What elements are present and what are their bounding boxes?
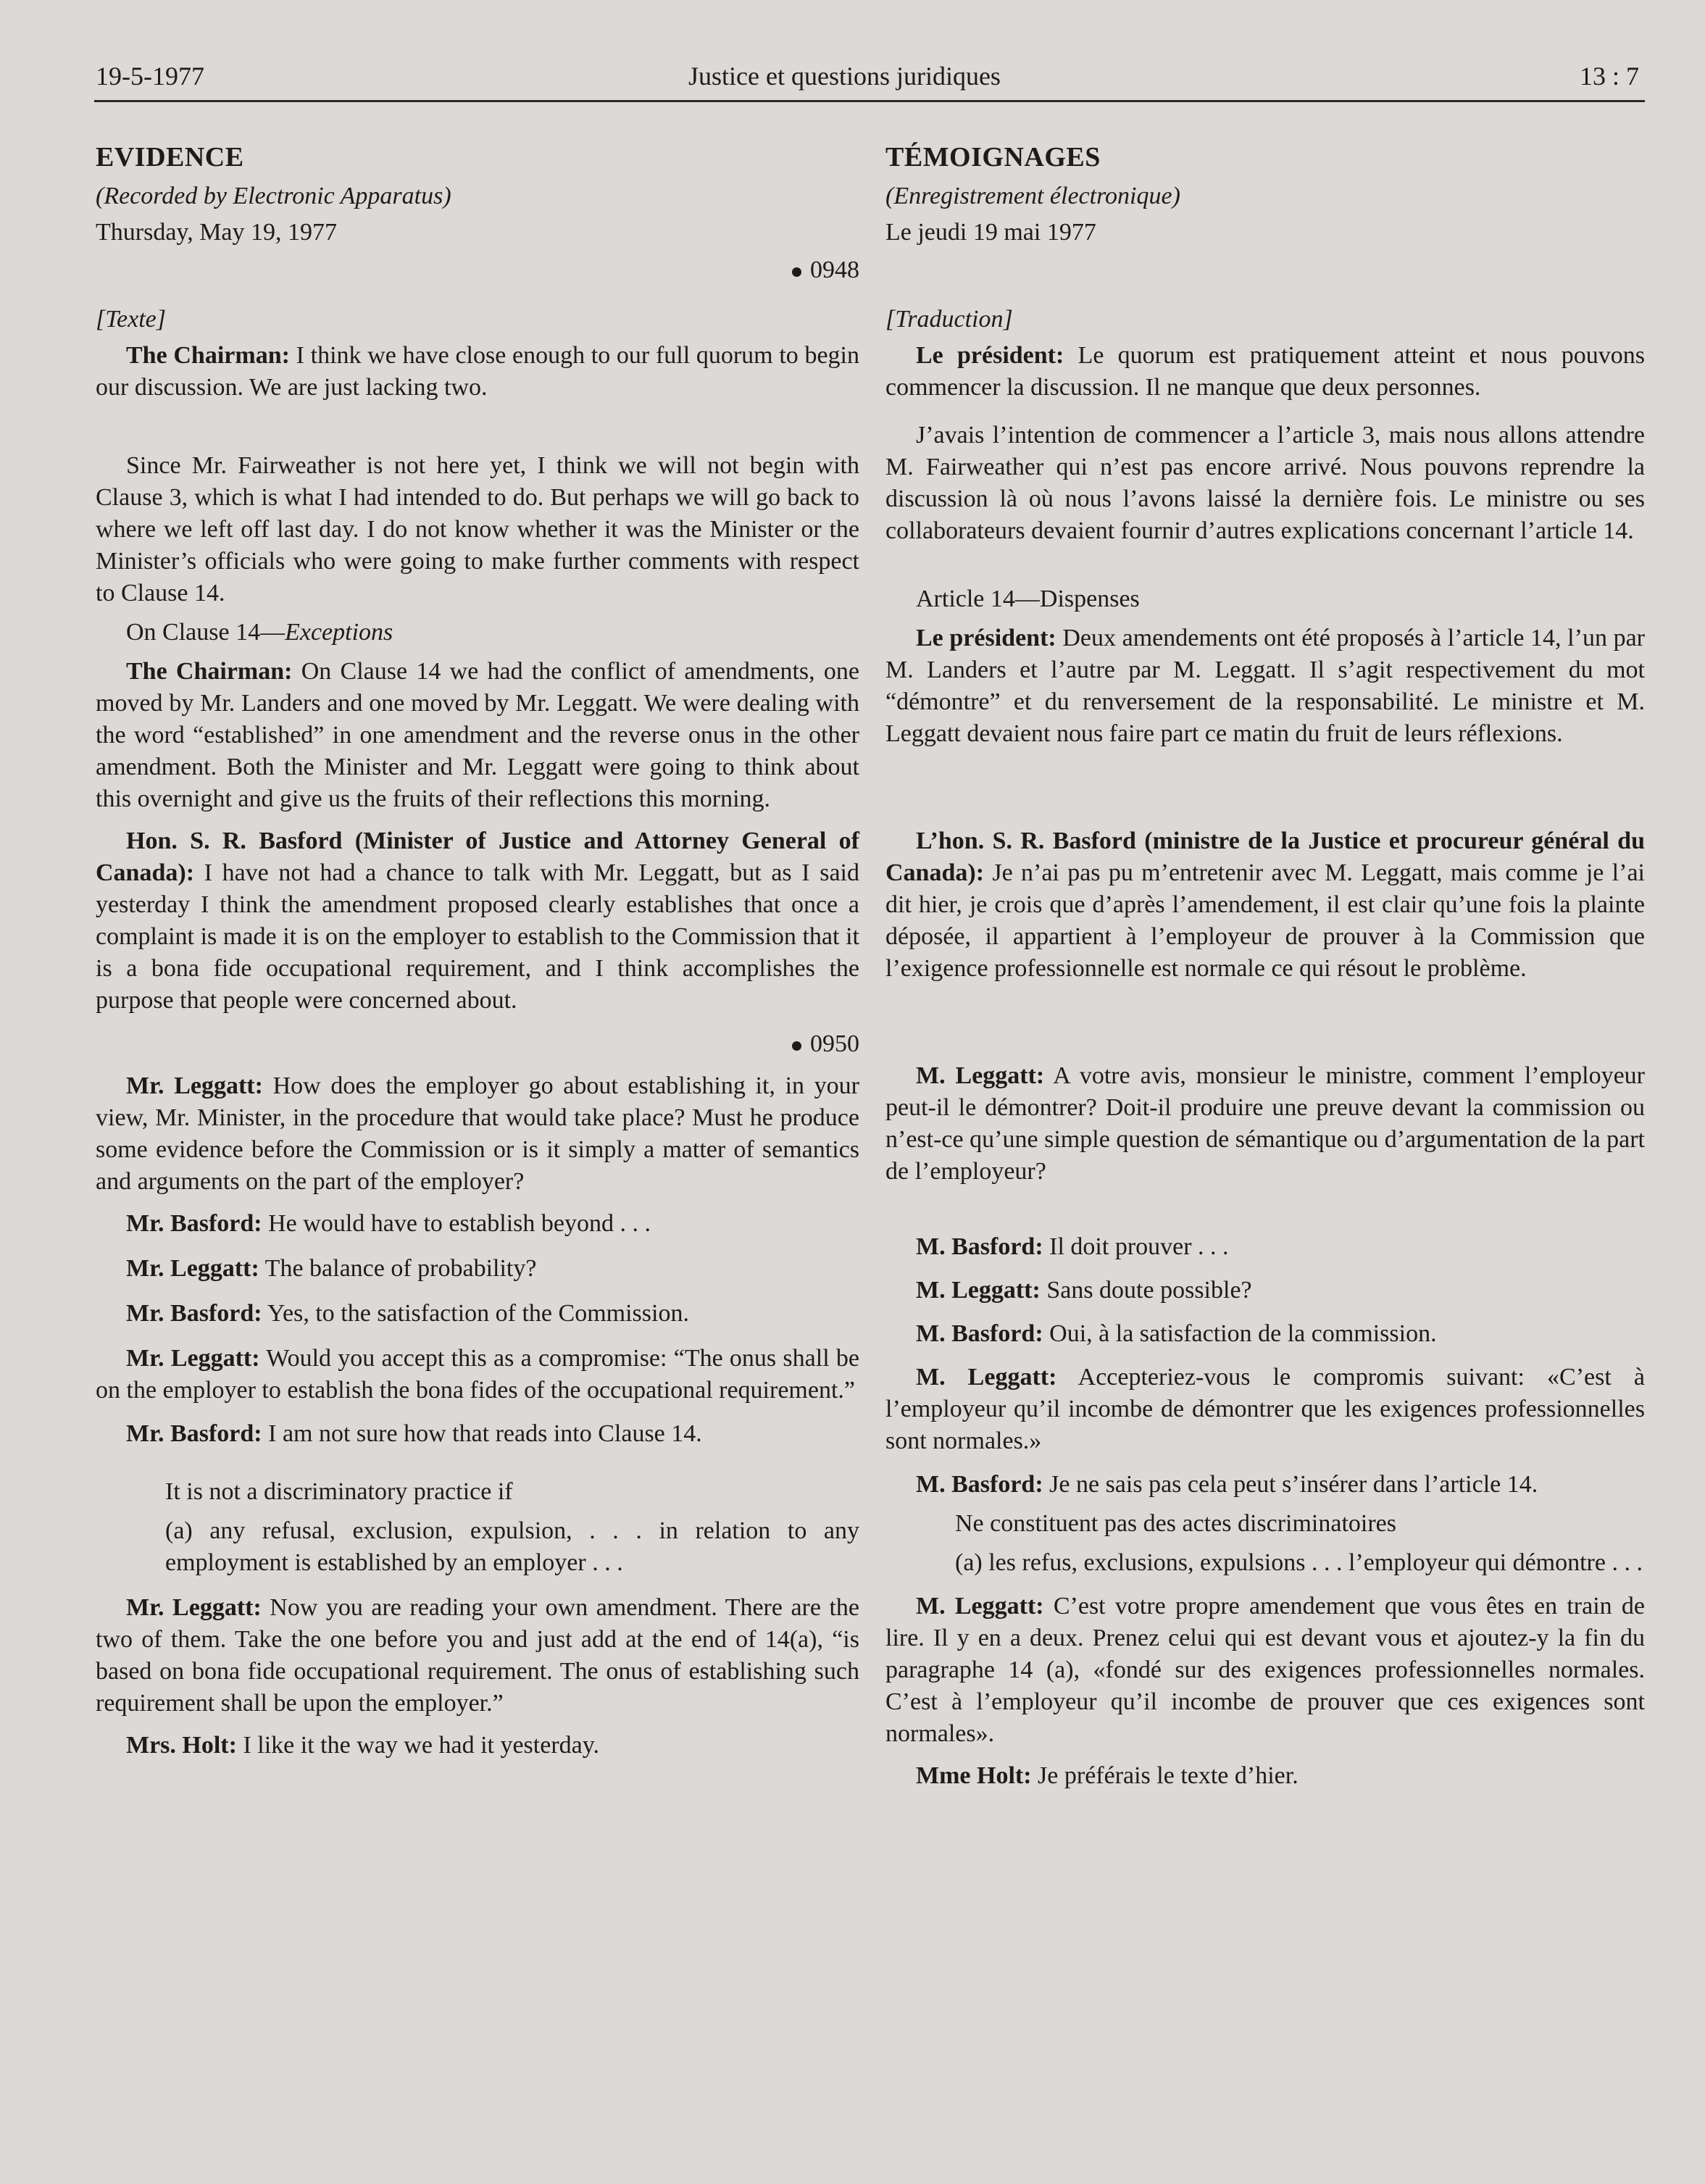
running-header (94, 57, 1645, 102)
paragraph: M. Leggatt: Sans doute possible? (916, 1277, 1252, 1304)
section-title: TÉMOIGNAGES (885, 142, 1101, 172)
header-date: 19-5-1977 (96, 62, 204, 91)
paragraph: Mr. Leggatt: Would you accept this as a compromise: “The onus shall be on the employer to establish the bona fides of the occupational requirement.” (96, 1345, 859, 1404)
paragraph: Mr. Leggatt: The balance of probability? (126, 1255, 537, 1282)
paragraph: M. Basford: Oui, à la satisfaction de la commission. (916, 1320, 1437, 1347)
header-title: Justice et questions juridiques (688, 62, 1001, 91)
paragraph: M. Leggatt: A votre avis, monsieur le ministre, comment l’employeur peut-il le démontrer? Doit-il produire une preuve devant la commission ou n’est-ce qu’une simple question de sémantique ou d’argumentation de la part de l’employeur? (885, 1062, 1646, 1185)
paragraph: L’hon. S. R. Basford (ministre de la Justice et procureur général du Canada): Je n’ai pas pu m’entretenir avec M. Leggatt, mais comme je l’ai dit hier, je crois que d’après l’amendement, il est clair qu’une fois la plainte déposée, il appartient à l’employeur de prouver à la Commission que l’exigence professionnelle est normale ce qui résout le problème. (885, 828, 1645, 982)
paragraph: J’avais l’intention de commencer a l’article 3, mais nous allons attendre M. Fairweather qui n’est pas encore arrivé. Nous pouvons reprendre la discussion là où nous l’avons laissé la dernière fois. Le ministre ou ses collaborateurs devaient fournir d’autres explications concernant l’article 14. (885, 422, 1645, 544)
paragraph: The Chairman: I think we have close enough to our full quorum to begin our discussion. We are just lacking two. (96, 342, 860, 401)
paragraph: M. Basford: Je ne sais pas cela peut s’insérer dans l’article 14. (916, 1471, 1538, 1498)
header-page-number: 13 : 7 (1579, 62, 1639, 91)
paragraph: Hon. S. R. Basford (Minister of Justice and Attorney General of Canada): I have not had a chance to talk with Mr. Leggatt, but as I said yesterday I think the amendment proposed clearly establishes that once a complaint is made it is on the employer to establish to the Commission that it is a bona fide occupational requirement, and I think accomplishes the purpose that people were concerned about. (96, 828, 859, 1014)
article-heading: Article 14—Dispenses (916, 585, 1140, 612)
paragraph: Mme Holt: Je préférais le texte d’hier. (916, 1762, 1298, 1789)
paragraph: Mr. Leggatt: How does the employer go about establishing it, in your view, Mr. Minister, in the procedure that would take place? Must he produce some evidence before the Commission or is it simply a matter of semantics and arguments on the part of the employer? (96, 1072, 859, 1195)
paragraph: Mr. Basford: He would have to establish beyond . . . (126, 1210, 651, 1237)
paragraph: Mr. Leggatt: Now you are reading your own amendment. There are the two of them. Take the one before you and just add at the end of 14(a), “is based on bona fide occupational requirement. The onus of establishing such requirement shall be upon the employer.” (96, 1594, 860, 1717)
language-label: [Texte] (96, 306, 166, 333)
english-column (96, 141, 859, 1762)
paragraph: Since Mr. Fairweather is not here yet, I think we will not begin with Clause 3, which is what I had intended to do. But perhaps we will go back to where we left off last day. I do not know whether it was the Minister or the Minister’s officials who were going to make further comments with respect to Clause 14. (96, 452, 859, 607)
clause-heading: On Clause 14—Exceptions (126, 619, 393, 646)
bullet-icon (792, 267, 801, 277)
paragraph: Mr. Basford: I am not sure how that reads into Clause 14. (126, 1420, 702, 1447)
recorded-note: (Recorded by Electronic Apparatus) (96, 183, 451, 209)
session-date: Thursday, May 19, 1977 (96, 219, 338, 246)
paragraph: Mr. Basford: Yes, to the satisfaction of the Commission. (126, 1300, 689, 1327)
time-marker: 0950 (96, 1028, 859, 1060)
bullet-icon (792, 1041, 801, 1051)
paragraph: The Chairman: On Clause 14 we had the conflict of amendments, one moved by Mr. Landers and one moved by Mr. Leggatt. We were dealing with the word “established” in one amendment and the reverse onus in the other amendment. Both the Minister and Mr. Leggatt were going to think about this overnight and give us the fruits of their reflections this morning. (96, 658, 860, 812)
quoted-text: Ne constituent pas des actes discriminatoires (955, 1510, 1396, 1537)
paragraph: M. Leggatt: C’est votre propre amendement que vous êtes en train de lire. Il y en a deux. Prenez celui qui est devant vous et ajoutez-y la fin du paragraphe 14 (a), «fondé sur des exigences professionnelles normales. C’est à l’employeur qu’il incombe de prouver que ces exigences sont normales». (885, 1593, 1645, 1747)
session-date: Le jeudi 19 mai 1977 (885, 219, 1096, 246)
section-title: EVIDENCE (96, 142, 244, 172)
paragraph: M. Basford: Il doit prouver . . . (916, 1233, 1229, 1260)
paragraph: Le président: Le quorum est pratiquement atteint et nous pouvons commencer la discussion. Il ne manque que deux personnes. (885, 342, 1646, 401)
paragraph: Mrs. Holt: I like it the way we had it yesterday. (126, 1732, 600, 1759)
quoted-text: (a) les refus, exclusions, expulsions . . . l’employeur qui démontre . . . (955, 1549, 1643, 1576)
paragraph: Le président: Deux amendements ont été proposés à l’article 14, l’un par M. Landers et l’autre par M. Leggatt. Il s’agit respectivement du mot “démontre” et du renversement de la responsabilité. Le ministre et M. Leggatt devaient nous faire part ce matin du fruit de leurs réflexions. (885, 625, 1645, 747)
quoted-text: (a) any refusal, exclusion, expulsion, . . . in relation to any employment is established by an employer . . . (165, 1517, 859, 1576)
time-marker: 0948 (96, 254, 859, 286)
quoted-text: It is not a discriminatory practice if (165, 1478, 513, 1505)
french-column (885, 141, 1645, 1792)
paragraph: M. Leggatt: Accepteriez-vous le compromis suivant: «C’est à l’employeur qu’il incombe de démontrer que les exigences professionnelles sont normales.» (885, 1364, 1645, 1454)
language-label: [Traduction] (885, 306, 1013, 333)
recorded-note: (Enregistrement électronique) (885, 183, 1180, 209)
